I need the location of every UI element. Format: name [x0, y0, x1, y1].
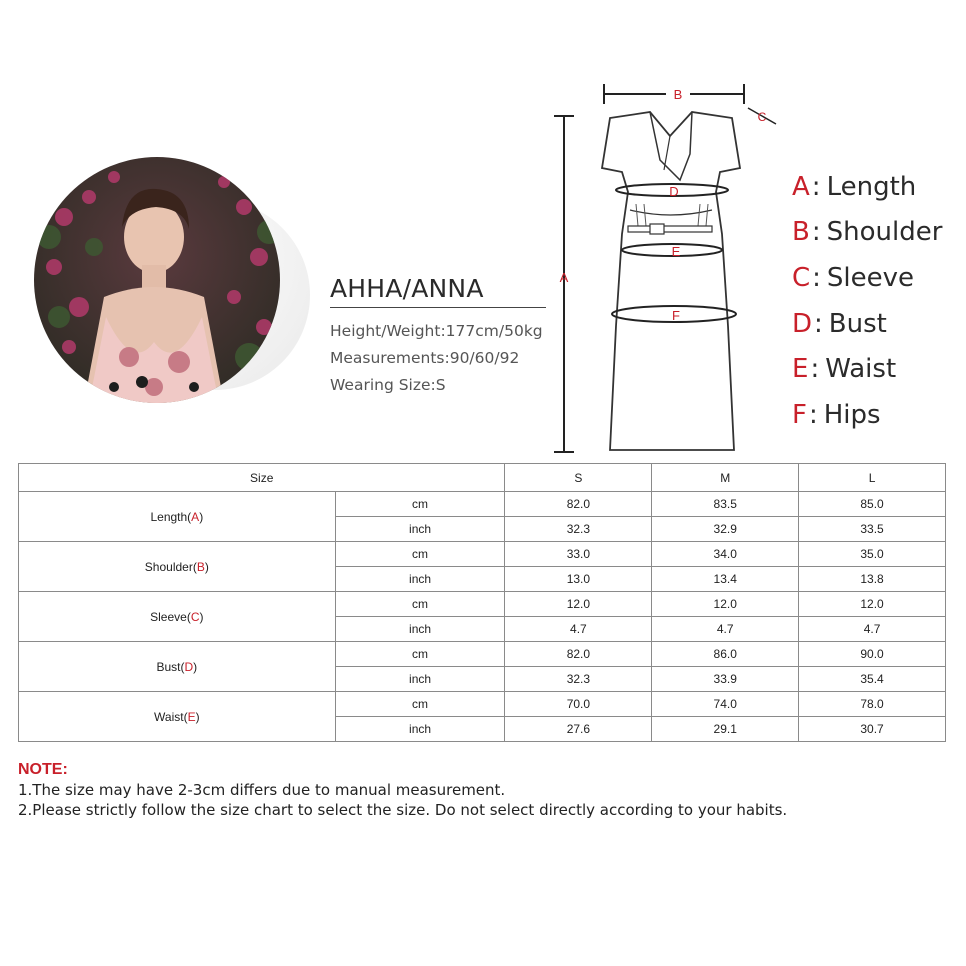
model-measurements: Measurements:90/60/92: [330, 349, 520, 367]
label-c: C: [757, 110, 767, 124]
value-cell: 85.0: [799, 492, 946, 517]
paren-open: (: [183, 709, 188, 724]
paren-close: ): [193, 659, 198, 674]
paren-open: (: [187, 509, 192, 524]
value-cell: 90.0: [799, 642, 946, 667]
legend-colon: :: [814, 308, 823, 339]
measurement-code: A: [191, 509, 200, 524]
table-row: [19, 542, 946, 567]
legend-item-waist: [792, 346, 962, 392]
value-cell: 74.0: [652, 692, 799, 717]
legend-item-sleeve: [792, 255, 962, 301]
legend-colon: :: [811, 217, 821, 248]
note-line-1: 1.The size may have 2-3cm differs due to manual measurement.: [18, 781, 506, 799]
value-cell: 78.0: [799, 692, 946, 717]
legend-letter: E: [792, 354, 809, 385]
label-f: F: [672, 308, 680, 323]
unit-cm: cm: [335, 642, 505, 667]
legend-letter: C: [792, 262, 811, 293]
unit-cm: cm: [335, 592, 505, 617]
unit-inch: inch: [335, 667, 505, 692]
model-info: [330, 274, 560, 394]
value-cell: 30.7: [799, 717, 946, 742]
value-cell: 27.6: [505, 717, 652, 742]
measurement-legend: [792, 164, 962, 438]
legend-item-shoulder: [792, 210, 962, 256]
legend-label: Hips: [823, 399, 881, 430]
value-cell: 32.3: [505, 667, 652, 692]
table-row: [19, 592, 946, 617]
dress-diagram-svg: [540, 80, 780, 460]
note-section: [18, 760, 787, 820]
measurement-name-cell: [19, 542, 336, 592]
measurement-code: E: [187, 709, 196, 724]
measurement-code: B: [196, 559, 205, 574]
value-cell: 83.5: [652, 492, 799, 517]
legend-label: Shoulder: [826, 217, 943, 248]
unit-inch: inch: [335, 517, 505, 542]
value-cell: 4.7: [505, 617, 652, 642]
value-cell: 12.0: [505, 592, 652, 617]
header-size-l: L: [799, 464, 946, 492]
measurement-name-cell: [19, 592, 336, 642]
measurement-name: Bust: [156, 659, 181, 674]
measurement-code: D: [184, 659, 194, 674]
dress-diagram: [540, 80, 780, 460]
label-d: D: [669, 184, 679, 199]
legend-colon: :: [808, 399, 818, 430]
legend-item-hips: [792, 392, 962, 438]
measurement-name: Length: [150, 509, 188, 524]
legend-label: Waist: [825, 354, 897, 385]
legend-letter: F: [792, 399, 807, 430]
legend-letter: A: [792, 171, 810, 202]
legend-letter: D: [792, 308, 813, 339]
model-photo-image: [34, 157, 280, 403]
size-table-header: [19, 464, 946, 492]
value-cell: 12.0: [799, 592, 946, 617]
label-b: B: [673, 87, 683, 102]
header-size: Size: [19, 464, 505, 492]
measurement-name: Waist: [154, 709, 184, 724]
unit-inch: inch: [335, 617, 505, 642]
value-cell: 32.9: [652, 517, 799, 542]
model-height-weight: Height/Weight:177cm/50kg: [330, 322, 543, 340]
model-wearing-size: Wearing Size:S: [330, 376, 446, 394]
measurement-name: Sleeve: [150, 609, 187, 624]
label-e: E: [671, 244, 681, 259]
paren-open: (: [180, 659, 185, 674]
value-cell: 34.0: [652, 542, 799, 567]
value-cell: 35.4: [799, 667, 946, 692]
legend-label: Length: [826, 171, 917, 202]
value-cell: 13.0: [505, 567, 652, 592]
legend-colon: :: [810, 354, 820, 385]
value-cell: 12.0: [652, 592, 799, 617]
paren-close: ): [199, 509, 204, 524]
measurement-name-cell: [19, 642, 336, 692]
value-cell: 82.0: [505, 492, 652, 517]
unit-inch: inch: [335, 717, 505, 742]
legend-colon: :: [812, 262, 821, 293]
unit-cm: cm: [335, 492, 505, 517]
note-line-2: 2.Please strictly follow the size chart to select the size. Do not select directly according to your habits.: [18, 801, 788, 819]
value-cell: 86.0: [652, 642, 799, 667]
header-size-m: M: [652, 464, 799, 492]
legend-item-bust: [792, 301, 962, 347]
unit-cm: cm: [335, 542, 505, 567]
table-row: [19, 492, 946, 517]
legend-label: Bust: [828, 308, 887, 339]
table-row: [19, 692, 946, 717]
value-cell: 32.3: [505, 517, 652, 542]
model-name: AHHA/ANNA: [330, 274, 546, 308]
measurement-name-cell: [19, 492, 336, 542]
legend-item-length: [792, 164, 962, 210]
measurement-name: Shoulder: [144, 559, 193, 574]
paren-open: (: [186, 609, 191, 624]
paren-close: ): [199, 609, 204, 624]
value-cell: 33.0: [505, 542, 652, 567]
note-title: NOTE:: [18, 761, 68, 778]
value-cell: 82.0: [505, 642, 652, 667]
legend-letter: B: [792, 217, 810, 248]
value-cell: 33.9: [652, 667, 799, 692]
unit-inch: inch: [335, 567, 505, 592]
table-row: [19, 642, 946, 667]
value-cell: 70.0: [505, 692, 652, 717]
legend-colon: :: [811, 171, 821, 202]
value-cell: 13.4: [652, 567, 799, 592]
model-photo: [34, 157, 280, 403]
measurement-name-cell: [19, 692, 336, 742]
value-cell: 13.8: [799, 567, 946, 592]
measurement-code: C: [190, 609, 200, 624]
value-cell: 29.1: [652, 717, 799, 742]
legend-label: Sleeve: [826, 262, 915, 293]
value-cell: 4.7: [799, 617, 946, 642]
label-a: A: [559, 270, 569, 285]
paren-open: (: [192, 559, 197, 574]
size-table: [18, 463, 946, 742]
paren-close: ): [204, 559, 209, 574]
value-cell: 4.7: [652, 617, 799, 642]
value-cell: 35.0: [799, 542, 946, 567]
header-size-s: S: [505, 464, 652, 492]
paren-close: ): [195, 709, 200, 724]
value-cell: 33.5: [799, 517, 946, 542]
unit-cm: cm: [335, 692, 505, 717]
